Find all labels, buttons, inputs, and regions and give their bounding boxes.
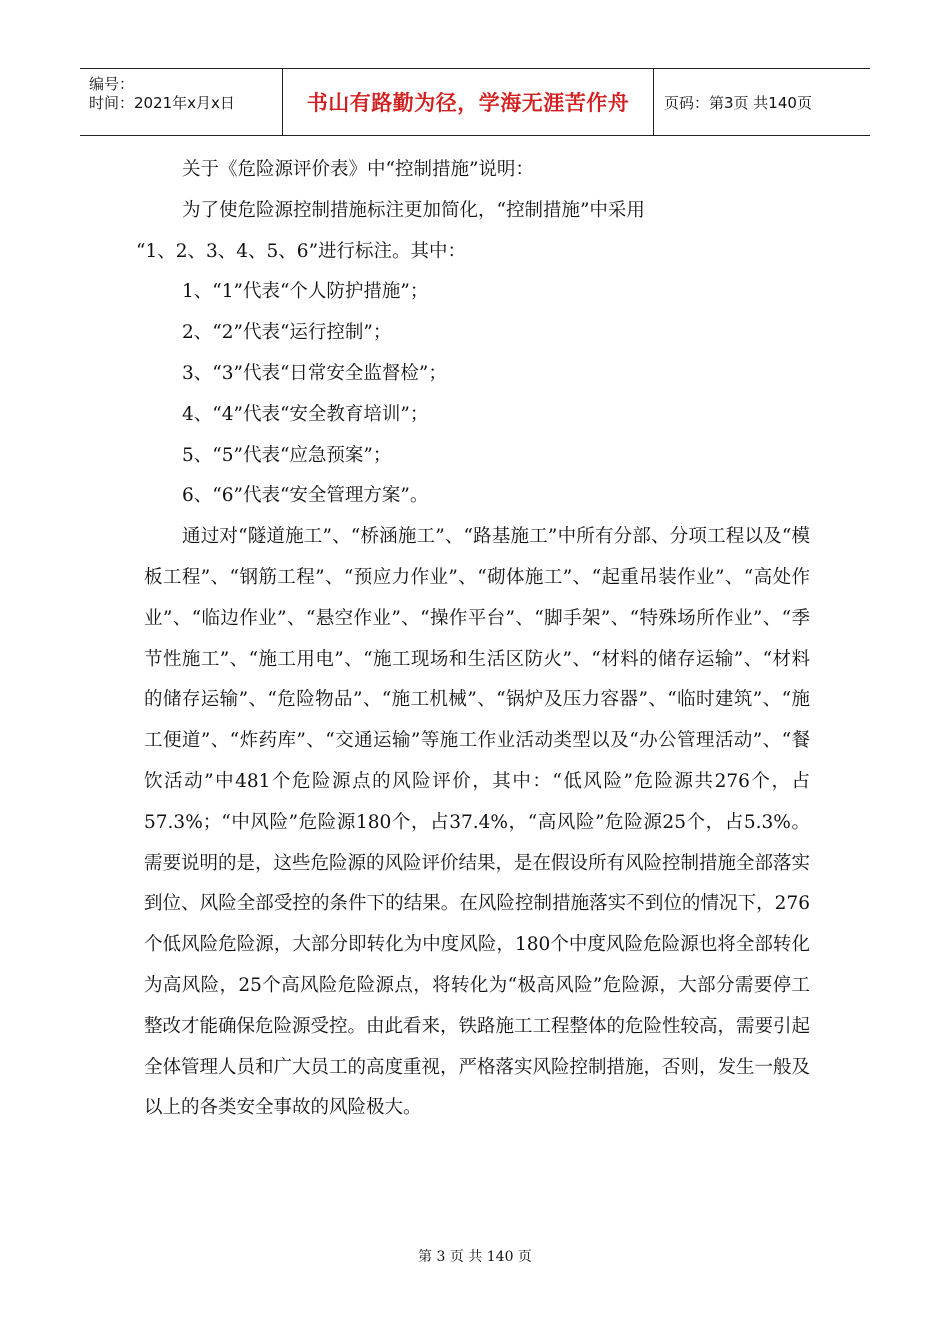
list-item: 4、“4”代表“安全教育培训”； (182, 403, 429, 425)
header-slogan: 书山有路勤为径，学海无涯苦作舟 (306, 91, 630, 115)
page-header (80, 68, 870, 136)
intro-line-2: “1、2、3、4、5、6”进行标注。其中： (136, 240, 467, 262)
document-number-label: 编号： (89, 75, 135, 93)
document-body (136, 150, 811, 1129)
main-paragraph: 通过对“隧道施工”、“桥涵施工”、“路基施工”中所有分部、分项工程以及“模板工程”、“钢筋工程”、“预应力作业”、“砌体施工”、“起重吊装作业”、“高处作业”、“临边作业”、“悬空作业”、“操作平台”、“脚手架”、“特殊场所作业”、“季节性施工”、“施工用电”、“施工现场和生活区防火”、“材料的储存运输”、“材料的储存运输”、“危险物品”、“施工机械”、“锅炉及压力容器”、“临时建筑”、“施工便道”、“炸药库”、“交通运输”等施工作业活动类型以及“办公管理活动”、“餐饮活动”中481个危险源点的风险评价，其中：“低风险”危险源共276个，占57.3%；“中风险”危险源180个，占37.4%，“高风险”危险源25个，占5.3%。需要说明的是，这些危险源的风险评价结果，是在假设所有风险控制措施全部落实到位、风险全部受控的条件下的结果。在风险控制措施落实不到位的情况下，276个低风险危险源，大部分即转化为中度风险，180个中度风险危险源也将全部转化为高风险，25个高风险危险源点，将转化为“极高风险”危险源，大部分需要停工整改才能确保危险源受控。由此看来，铁路施工工程整体的危险性较高，需要引起全体管理人员和广大员工的高度重视，严格落实风险控制措施，否则，发生一般及以上的各类安全事故的风险极大。 (144, 526, 811, 1119)
document-title-line: 关于《危险源评价表》中“控制措施”说明： (182, 159, 534, 180)
list-item: 1、“1”代表“个人防护措施”； (182, 281, 429, 303)
list-item: 5、“5”代表“应急预案”； (182, 444, 392, 466)
header-page-info: 页码：第3页 共140页 (664, 93, 812, 112)
list-item: 2、“2”代表“运行控制”； (182, 322, 392, 344)
document-time-label: 时间：2021年x月x日 (89, 94, 235, 112)
header-divider-right (653, 69, 654, 135)
page-footer: 第 3 页 共 140 页 (418, 1249, 532, 1265)
header-meta (89, 75, 235, 113)
intro-line-1: 为了使危险源控制措施标注更加简化，“控制措施”中采用 (182, 199, 645, 221)
list-item: 3、“3”代表“日常安全监督检”； (182, 362, 447, 384)
list-item: 6、“6”代表“安全管理方案”。 (182, 485, 429, 507)
